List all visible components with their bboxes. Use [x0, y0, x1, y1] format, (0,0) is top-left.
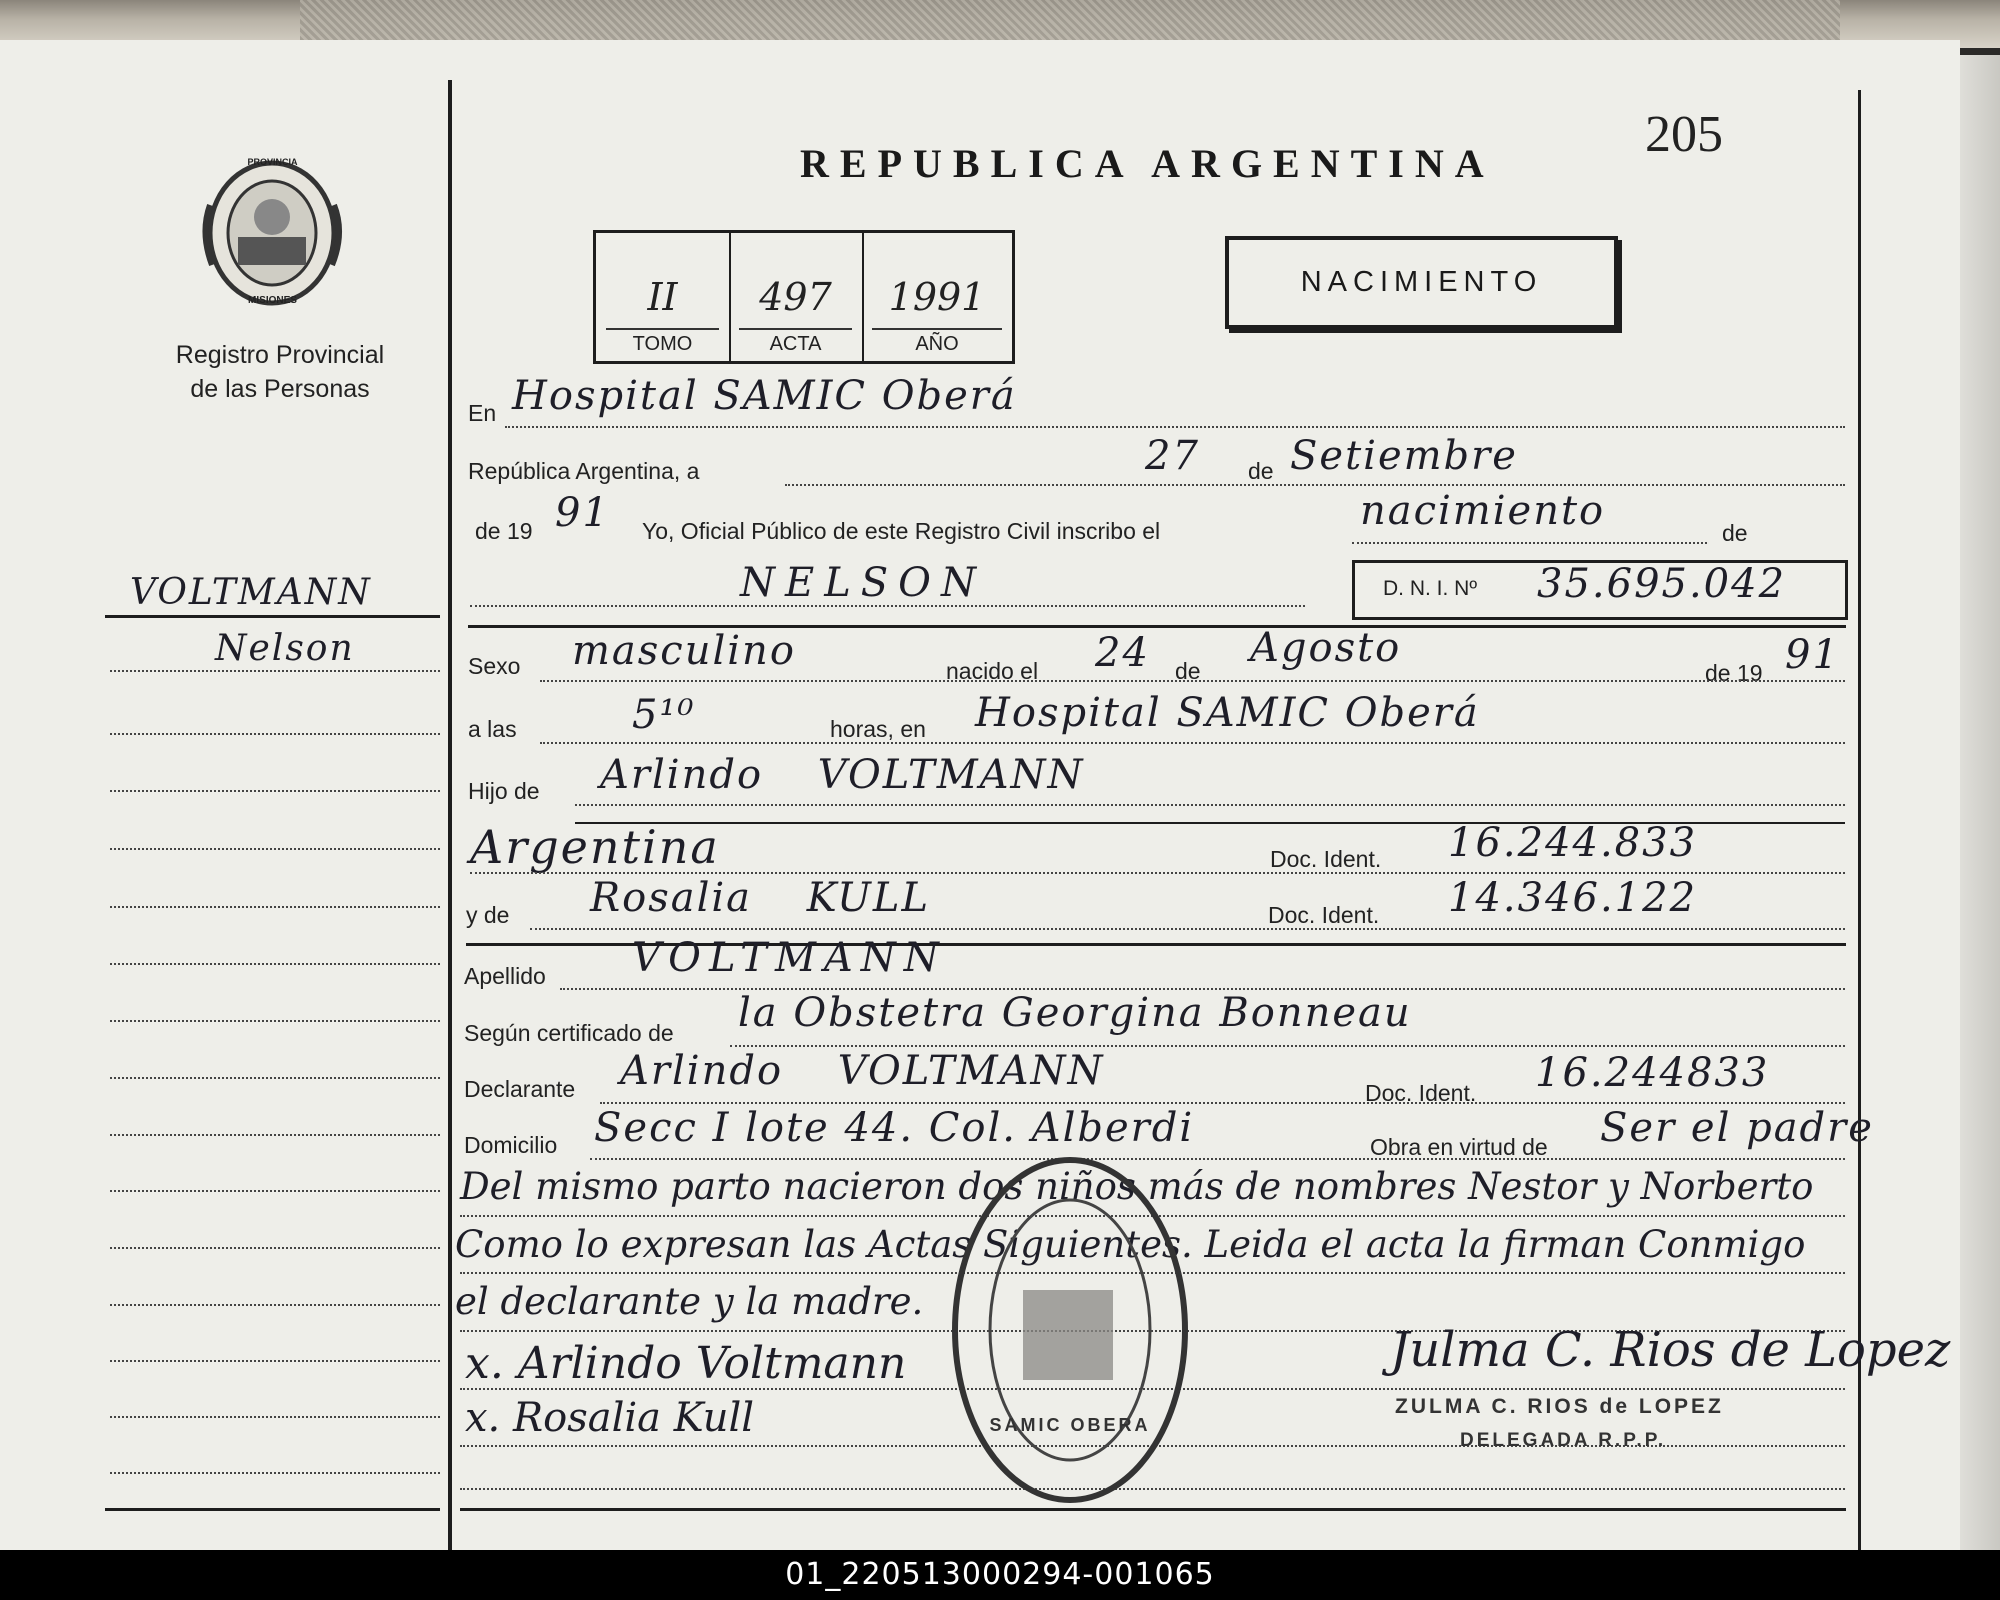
day-value: 27: [1145, 433, 1200, 479]
dni-value: 35.695.042: [1537, 561, 1787, 607]
line-rule: [540, 742, 1845, 744]
line-rule: [590, 1158, 1845, 1160]
margin-line: [110, 670, 440, 672]
dni-label: D. N. I. Nº: [1383, 577, 1478, 600]
birth-day-value: 24: [1095, 630, 1150, 676]
record-box: [593, 230, 1015, 364]
registry-name: [130, 338, 430, 406]
domicilio-label: Domicilio: [464, 1132, 558, 1158]
month-value: Setiembre: [1290, 433, 1518, 479]
dni-box: [1352, 560, 1848, 620]
margin-surname: VOLTMANN: [130, 572, 372, 613]
declarante-label: Declarante: [464, 1076, 576, 1102]
margin-line: [110, 1304, 440, 1306]
declarante-value: Arlindo VOLTMANN: [620, 1048, 1105, 1094]
margin-surname-rule: [105, 615, 440, 618]
nacido-label: nacido el: [946, 658, 1039, 684]
line-rule: [730, 1045, 1845, 1047]
stamp-inner-text: SAMIC OBERA: [989, 1415, 1151, 1435]
margin-line: [110, 733, 440, 735]
birth-place-value: Hospital SAMIC Oberá: [975, 690, 1480, 736]
line-rule: [530, 928, 1845, 930]
margin-line: [110, 1416, 440, 1418]
tomo-label: TOMO: [632, 333, 693, 355]
place-value: Hospital SAMIC Oberá: [512, 373, 1017, 419]
yde-label: y de: [466, 902, 510, 928]
de-label: de: [1722, 520, 1748, 546]
birth-month-value: Agosto: [1250, 625, 1402, 671]
remark-line-2: Como lo expresan las Actas Siguientes. Leida el acta la firman Conmigo: [455, 1223, 1806, 1266]
line-rule: [470, 872, 1845, 874]
margin-line: [110, 1190, 440, 1192]
de19-label: de 19: [475, 518, 533, 544]
official-name-stamp: ZULMA C. RIOS de LOPEZ: [1395, 1395, 1724, 1418]
acta-value: 497: [759, 275, 832, 319]
margin-bottom-rule: [105, 1508, 440, 1511]
alas-label: a las: [468, 716, 517, 742]
margin-line: [110, 963, 440, 965]
anio-label: AÑO: [915, 333, 959, 355]
margin-line: [110, 1360, 440, 1362]
event-value: nacimiento: [1360, 488, 1606, 534]
official-title-stamp: DELEGADA R.P.P.: [1460, 1430, 1667, 1451]
tomo-value: II: [647, 275, 678, 319]
margin-line: [110, 1020, 440, 1022]
doc-ident-label: Doc. Ident.: [1365, 1080, 1477, 1106]
line-rule: [785, 484, 1845, 486]
acta-label: ACTA: [769, 333, 822, 355]
line-rule: [600, 1102, 1845, 1104]
apellido-label: Apellido: [464, 963, 546, 989]
document-page: [0, 40, 1960, 1550]
country-title: REPUBLICA ARGENTINA: [800, 141, 1495, 186]
margin-line: [110, 1247, 440, 1249]
margin-line: [110, 1472, 440, 1474]
province-seal: [200, 155, 345, 315]
sexo-value: masculino: [572, 628, 796, 674]
line-rule: [470, 605, 1305, 607]
doc-ident-label: Doc. Ident.: [1268, 902, 1380, 928]
image-id-caption: 01_220513000294-001065: [0, 1550, 2000, 1600]
segun-value: la Obstetra Georgina Bonneau: [738, 990, 1412, 1036]
father-value: Arlindo VOLTMANN: [600, 752, 1085, 798]
margin-line: [110, 1077, 440, 1079]
page-edge: [1955, 55, 2000, 1550]
en-label: En: [468, 400, 497, 426]
horas-label: horas, en: [830, 716, 926, 742]
seal-top-text: PROVINCIA: [247, 157, 298, 167]
obra-value: Ser el padre: [1600, 1105, 1874, 1151]
yo-label: Yo, Oficial Público de este Registro Civil inscribo el: [642, 518, 1161, 544]
doc-ident-label: Doc. Ident.: [1270, 846, 1382, 872]
sexo-label: Sexo: [468, 653, 521, 679]
de-label: de: [1248, 458, 1274, 484]
seal-bottom-text: MISIONES: [248, 295, 297, 306]
mother-value: Rosalia KULL: [590, 875, 931, 921]
acta-cell: [729, 233, 864, 361]
margin-given-name: Nelson: [215, 628, 355, 669]
declarante-doc-value: 16.244833: [1535, 1050, 1770, 1096]
anio-value: 1991: [888, 275, 986, 319]
mother-signature: x. Rosalia Kull: [465, 1395, 755, 1441]
father-nationality-value: Argentina: [470, 820, 720, 874]
republica-label: República Argentina, a: [468, 458, 700, 484]
anio-cell: [862, 233, 1012, 361]
domicilio-value: Secc I lote 44. Col. Alberdi: [594, 1105, 1195, 1151]
line-rule: [540, 680, 1845, 682]
mother-doc-value: 14.346.122: [1448, 875, 1698, 921]
hour-value: 5¹⁰: [632, 692, 696, 738]
margin-line: [110, 1134, 440, 1136]
margin-line: [110, 906, 440, 908]
official-signature: Julma C. Rios de Lopez: [1390, 1322, 1951, 1378]
tomo-cell: [596, 233, 731, 361]
birth-year-value: 91: [1785, 632, 1840, 678]
obra-label: Obra en virtud de: [1370, 1134, 1548, 1160]
registry-line-2: de las Personas: [190, 375, 370, 403]
margin-line: [110, 848, 440, 850]
margin-divider: [448, 80, 452, 1550]
year-value: 91: [555, 490, 610, 536]
segun-label: Según certificado de: [464, 1020, 674, 1046]
registry-line-1: Registro Provincial: [175, 341, 385, 369]
declarant-signature: x. Arlindo Voltmann: [465, 1338, 907, 1389]
remark-line-1: Del mismo parto nacieron dos niños más de nombres Nestor y Norberto: [460, 1165, 1814, 1208]
margin-line: [110, 790, 440, 792]
record-type-box: NACIMIENTO: [1225, 236, 1618, 329]
de19-label: de 19: [1705, 660, 1763, 686]
de-label: de: [1175, 658, 1201, 684]
page-number: 205: [1645, 106, 1723, 163]
apellido-value: VOLTMANN: [632, 935, 947, 981]
line-rule: [1352, 542, 1707, 544]
father-doc-value: 16.244.833: [1448, 820, 1698, 866]
name-value: NELSON: [740, 560, 986, 606]
hijo-label: Hijo de: [468, 778, 540, 804]
line-rule: [505, 426, 1845, 428]
line-rule: [575, 804, 1845, 806]
registry-round-stamp: [945, 1150, 1195, 1510]
remark-line-3: el declarante y la madre.: [455, 1280, 924, 1323]
